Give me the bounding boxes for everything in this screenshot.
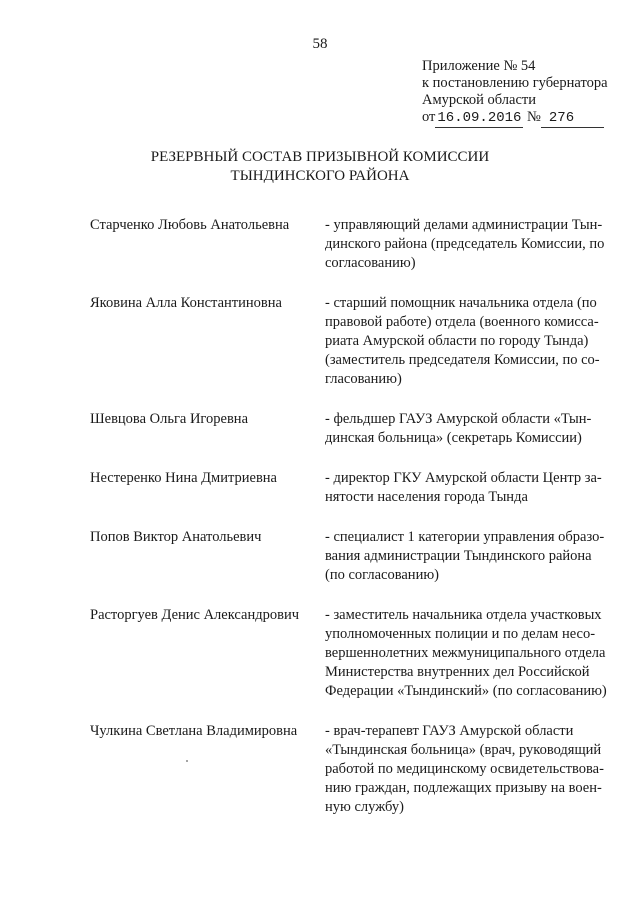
title-line-2: ТЫНДИНСКОГО РАЙОНА <box>230 168 410 184</box>
member-name: Старченко Любовь Анатольевна <box>90 217 290 233</box>
member-role: - врач-терапевт ГАУЗ Амурской области «Тындинская больница» (врач, руководящий работой по медицинскому освидетельствова- нию граждан, подлежащих призыву на воен- ную службу) <box>325 723 604 815</box>
member-row <box>90 216 610 273</box>
member-row <box>90 410 610 448</box>
decree-date: 16.09.2016 <box>437 110 522 126</box>
number-prefix: № <box>527 109 541 125</box>
decree-number: 276 <box>541 110 604 128</box>
member-row <box>90 606 610 701</box>
member-role: - фельдшер ГАУЗ Амурской области «Тын- динская больница» (секретарь Комиссии) <box>325 411 592 446</box>
member-name: Яковина Алла Константиновна <box>90 295 282 311</box>
member-name: Попов Виктор Анатольевич <box>90 529 262 545</box>
appendix-title: Приложение № 54 <box>422 58 536 74</box>
scan-speck <box>186 760 188 762</box>
members-list <box>90 216 610 838</box>
member-role: - старший помощник начальника отдела (по правовой работе) отдела (военного комисса- риата Амурской области по городу Тында) (заместитель председателя Комиссии, по со- гласованию) <box>325 295 600 387</box>
date-prefix: от <box>422 109 436 125</box>
appendix-region: Амурской области <box>422 92 536 108</box>
member-row <box>90 294 610 389</box>
member-name: Расторгуев Денис Александрович <box>90 607 299 623</box>
member-name: Нестеренко Нина Дмитриевна <box>90 470 277 486</box>
member-name: Чулкина Светлана Владимировна <box>90 723 298 739</box>
member-row <box>90 722 610 817</box>
appendix-decree-ref: к постановлению губернатора <box>422 75 608 91</box>
page-number: 58 <box>312 36 328 52</box>
member-role: - управляющий делами администрации Тын- динского района (председатель Комиссии, по согласованию) <box>325 217 605 271</box>
member-role: - специалист 1 категории управления образо- вания администрации Тындинского района (по согласованию) <box>325 529 605 583</box>
appendix-date-line <box>422 109 608 128</box>
document-title <box>0 148 640 186</box>
appendix-header <box>422 58 608 128</box>
member-name: Шевцова Ольга Игоревна <box>90 411 248 427</box>
member-row <box>90 528 610 585</box>
title-line-1: РЕЗЕРВНЫЙ СОСТАВ ПРИЗЫВНОЙ КОМИССИИ <box>150 149 490 165</box>
member-role: - заместитель начальника отдела участковых уполномоченных полиции и по делам несо- вершеннолетних межмуниципального отдела Министерства внутренних дел Российской Федерации «Тындинский» (по согласованию) <box>325 607 607 699</box>
member-row <box>90 469 610 507</box>
member-role: - директор ГКУ Амурской области Центр за- нятости населения города Тында <box>325 470 602 505</box>
